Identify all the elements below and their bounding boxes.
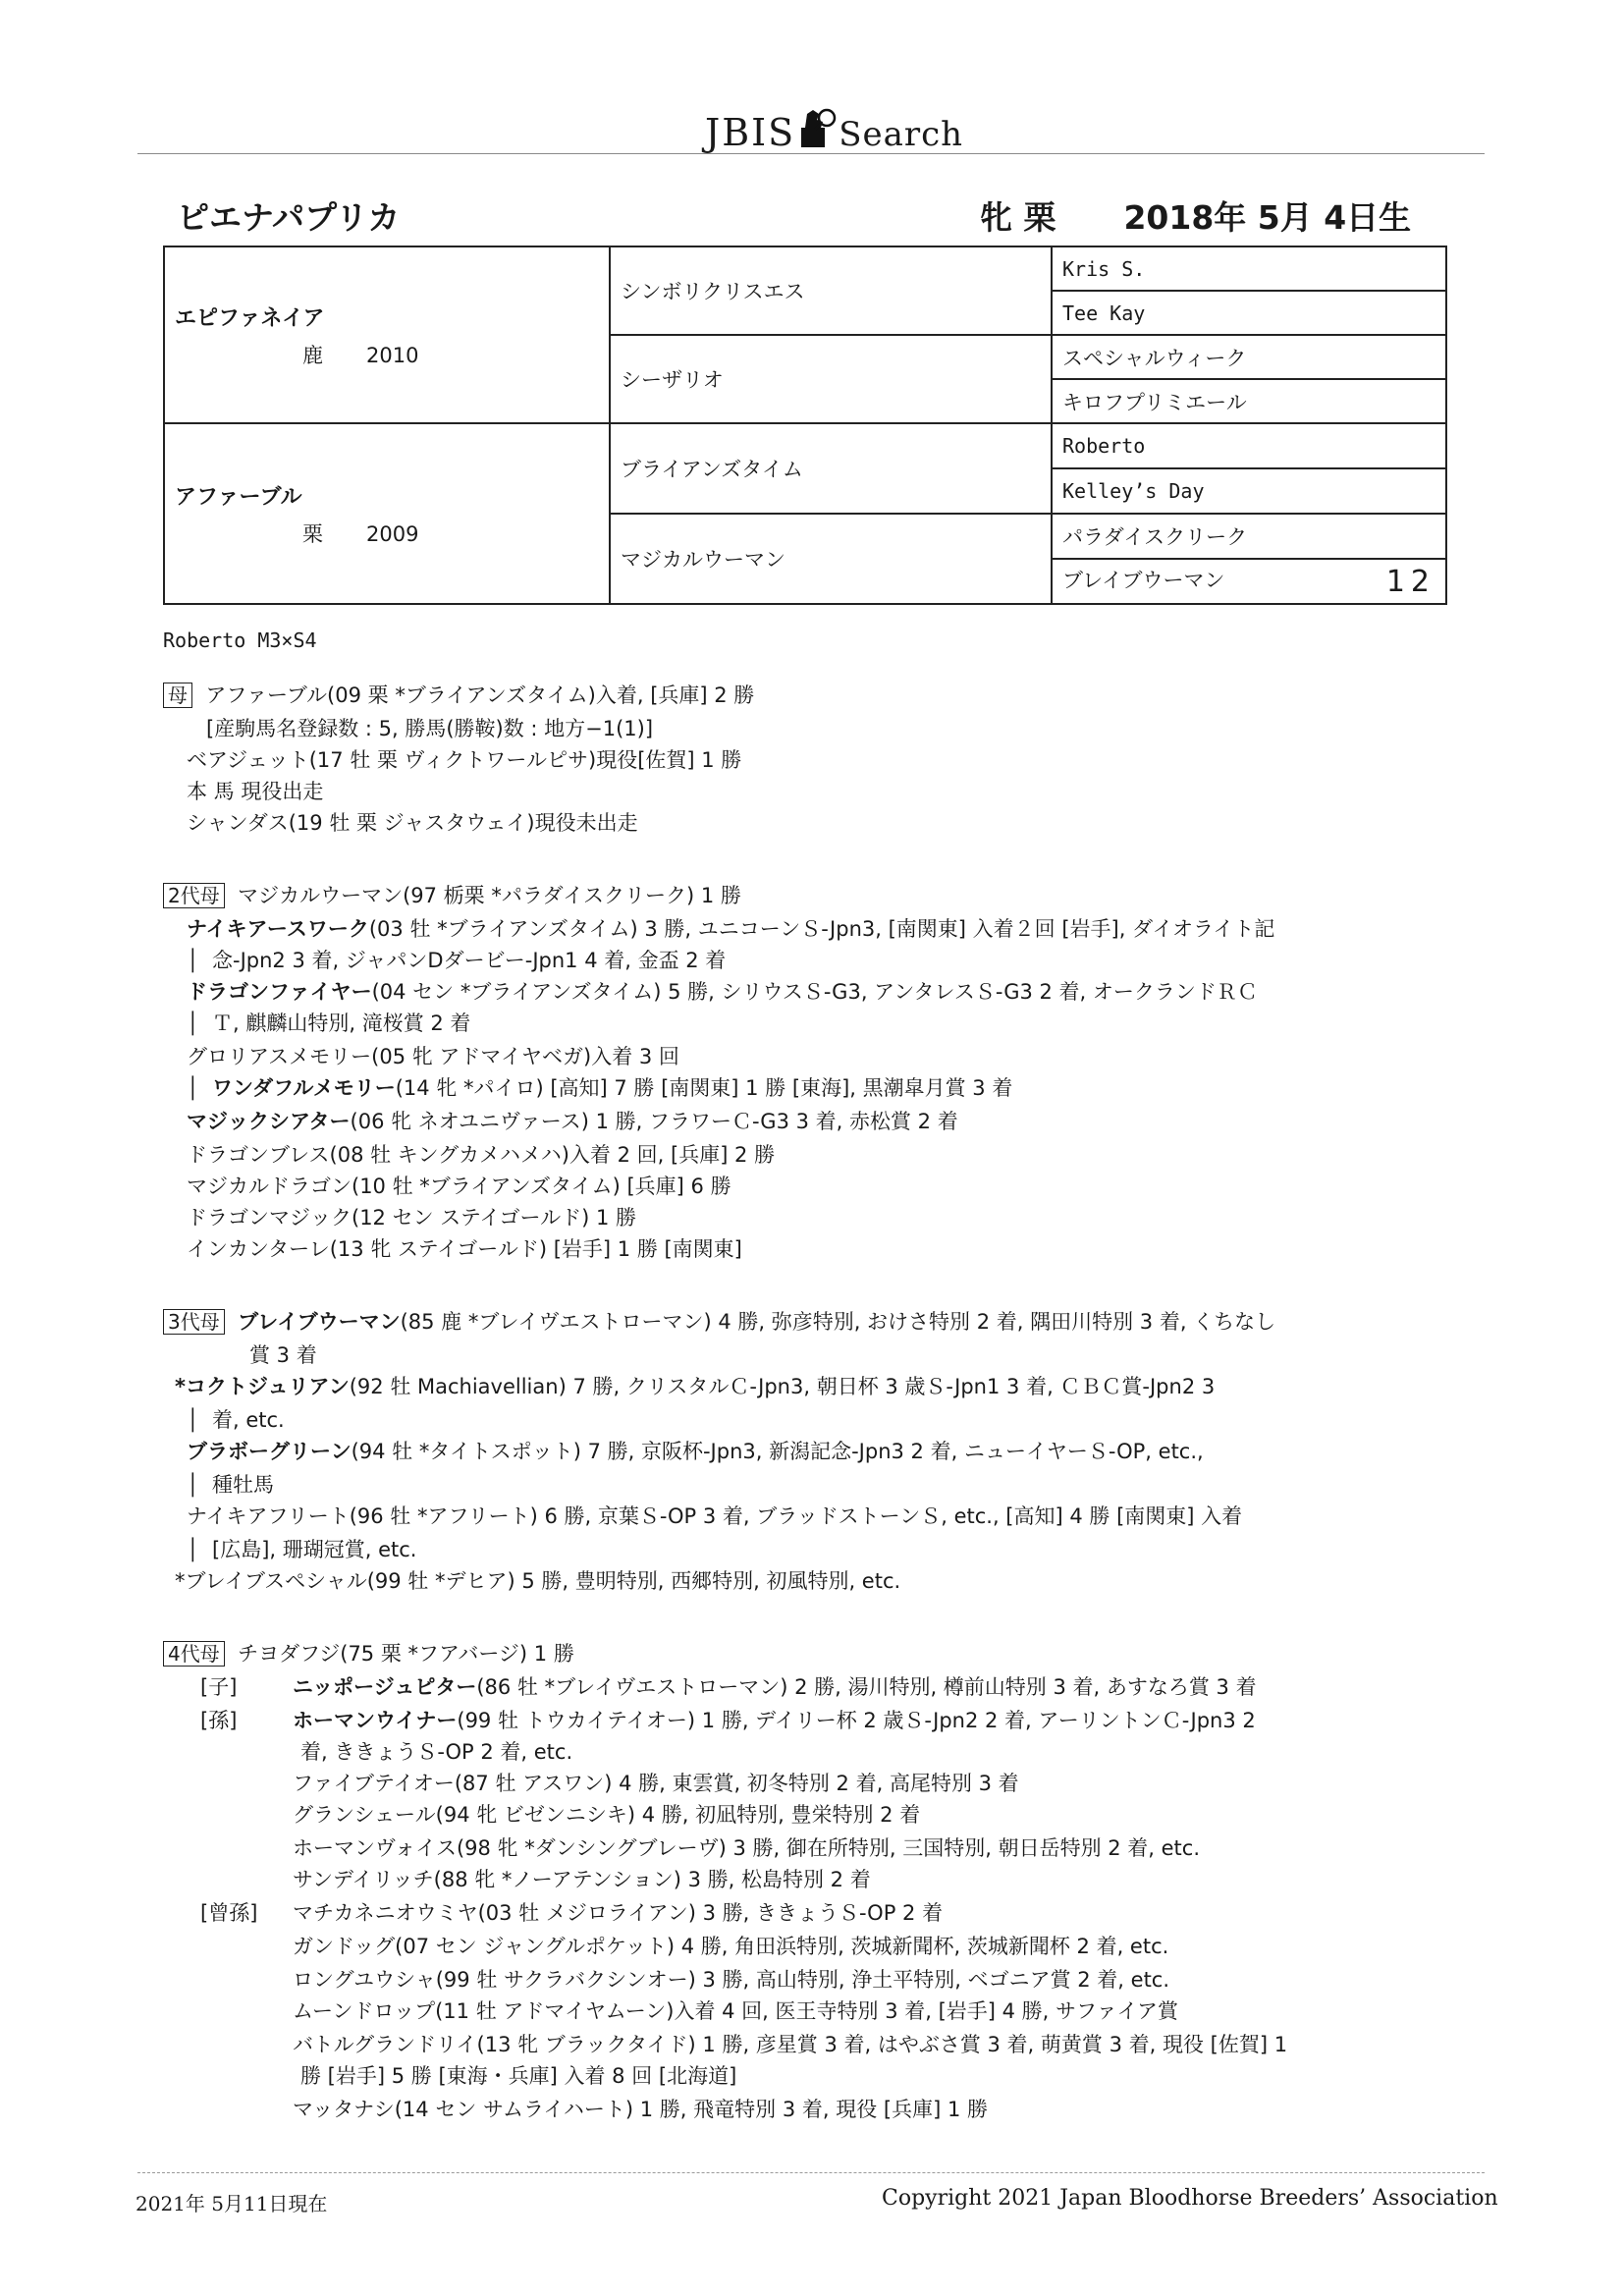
section-label: 2代母 [163, 883, 225, 908]
dam-color: 栗 [302, 521, 323, 546]
sire-name: エピファネイア [175, 305, 325, 331]
g2-line: ナイキアースワーク(03 牡 *ブライアンズタイム) 3 勝, ユニコーンＳ-Jpn3, [南関東] 入着２回 [岩手], ダイオライト記 [187, 917, 1275, 941]
g4-line: ムーンドロップ(11 牡 アドマイヤムーン)入着 4 回, 医王寺特別 3 着, [岩手] 4 勝, サファイア賞 [293, 1999, 1178, 2023]
g2-line: グロリアスメモリー(05 牝 アドマイヤベガ)入着 3 回 [187, 1045, 679, 1068]
gen3-cell: キロフプリミエール [1052, 379, 1446, 423]
g4-line: ガンドッグ(07 セン ジャングルポケット) 4 勝, 角田浜特別, 茨城新聞杯, 茨城新聞杯 2 着, etc. [293, 1935, 1169, 1958]
section-label: 4代母 [163, 1641, 225, 1667]
g2-line: ドラゴンマジック(12 セン ステイゴールド) 1 勝 [187, 1206, 637, 1230]
dam-cell [164, 423, 610, 604]
pedigree-table [163, 246, 1447, 605]
g4-line: サンデイリッチ(88 牝 *ノーアテンション) 3 勝, 松島特別 2 着 [293, 1868, 871, 1891]
dam-name: アファーブル [175, 484, 302, 510]
g4-line: 勝 [岩手] 5 勝 [東海・兵庫] 入着 8 回 [北海道] [300, 2064, 737, 2088]
footer-copyright: Copyright 2021 Japan Bloodhorse Breeders’ Association [882, 2186, 1498, 2211]
g3-line: │ 着, etc. [187, 1408, 285, 1432]
g2-line: ドラゴンファイヤー(04 セン *ブライアンズタイム) 5 勝, シリウスＳ-G3, アンタレスＳ-G3 2 着, オークランドＲＣ [187, 980, 1258, 1004]
dam-line: [産駒馬名登録数 : 5, 勝馬(勝鞍)数 : 地方−1(1)] [206, 717, 654, 740]
g2-line: 2代母 マジカルウーマン(97 栃栗 *パラダイスクリーク) 1 勝 [163, 880, 741, 909]
gen3-cell: Roberto [1052, 423, 1446, 468]
jbis-search-logo [705, 102, 963, 154]
g4-line: グランシェール(94 牝 ビゼンニシキ) 4 勝, 初凪特別, 豊栄特別 2 着 [293, 1803, 921, 1827]
g4-tag: [子] [200, 1675, 238, 1699]
footer-rule [137, 2172, 1485, 2173]
dam-line: ベアジェット(17 牡 栗 ヴィクトワールピサ)現役[佐賀] 1 勝 [187, 748, 742, 772]
g4-line: 着, ききょうＳ-OP 2 着, etc. [300, 1740, 573, 1764]
sire-year: 2010 [366, 343, 419, 367]
g4-line: マチカネニオウミヤ(03 牡 メジロライアン) 3 勝, ききょうＳ-OP 2 着 [293, 1901, 944, 1925]
g4-line: ファイブテイオー(87 牡 アスワン) 4 勝, 東雲賞, 初冬特別 2 着, 高尾特別 3 着 [293, 1772, 1019, 1795]
gen3-cell [1052, 559, 1446, 604]
horse-meta [980, 192, 1411, 239]
horse-birth: 2018年 5月 4日生 [1123, 198, 1412, 237]
gen3-cell: スペシャルウィーク [1052, 335, 1446, 379]
g4-line: バトルグランドリイ(13 牝 ブラックタイド) 1 勝, 彦星賞 3 着, はやぶさ賞 3 着, 萌黄賞 3 着, 現役 [佐賀] 1 [293, 2033, 1288, 2056]
g3-line: │ 種牡馬 [187, 1473, 274, 1497]
gen3-cell: パラダイスクリーク [1052, 514, 1446, 559]
horse-sex-color: 牝 栗 [980, 198, 1056, 237]
g3-line: ナイキアフリート(96 牡 *アフリート) 6 勝, 京葉Ｓ-OP 3 着, ブラッドストーンＳ, etc., [高知] 4 勝 [南関東] 入着 [187, 1504, 1243, 1528]
gen2-cell: ブライアンズタイム [610, 423, 1052, 514]
g2-line: ドラゴンブレス(08 牡 キングカメハメハ)入着 2 回, [兵庫] 2 勝 [187, 1143, 776, 1167]
g3-line: ブラボーグリーン(94 牡 *タイトスポット) 7 勝, 京阪杯-Jpn3, 新潟記念-Jpn3 2 着, ニューイヤーＳ-OP, etc., [187, 1440, 1204, 1463]
g3-line: *コクトジュリアン(92 牡 Machiavellian) 7 勝, クリスタルＣ-Jpn3, 朝日杯 3 歳Ｓ-Jpn1 3 着, ＣＢＣ賞-Jpn2 3 [175, 1375, 1216, 1398]
g4-line: ホーマンウイナー(99 牡 トウカイテイオー) 1 勝, デイリー杯 2 歳Ｓ-Jpn2 2 着, アーリントンＣ-Jpn3 2 [293, 1709, 1256, 1732]
dam-line: シャンダス(19 牡 栗 ジャスタウェイ)現役未出走 [187, 811, 638, 835]
g4-line: ニッポージュピター(86 牡 *ブレイヴエストローマン) 2 勝, 湯川特別, 樽前山特別 3 着, あすなろ賞 3 着 [293, 1675, 1257, 1699]
gen3-name: ブレイブウーマン [1062, 568, 1225, 592]
g2-line: │ Ｔ, 麒麟山特別, 滝桜賞 2 着 [187, 1011, 471, 1035]
horse-magnifier-icon [797, 106, 837, 149]
dam-line: 母 アファーブル(09 栗 *ブライアンズタイム)入着, [兵庫] 2 勝 [163, 680, 754, 709]
dam-line: 本 馬 現役出走 [187, 780, 324, 803]
dam-year: 2009 [366, 521, 419, 546]
section-label: 3代母 [163, 1309, 225, 1335]
g4-tag: [孫] [200, 1709, 238, 1732]
sire-color: 鹿 [302, 343, 323, 367]
g2-line: │ ワンダフルメモリー(14 牝 *パイロ) [高知] 7 勝 [南関東] 1 勝 [東海], 黒潮皐月賞 3 着 [187, 1076, 1013, 1100]
g3-line: *ブレイブスペシャル(99 牡 *デヒア) 5 勝, 豊明特別, 西郷特別, 初風特別, etc. [175, 1569, 901, 1593]
g3-line: │ [広島], 珊瑚冠賞, etc. [187, 1538, 417, 1561]
gen2-cell: マジカルウーマン [610, 514, 1052, 604]
g4-tag: [曾孫] [200, 1901, 258, 1925]
g3-line: 3代母 ブレイブウーマン(85 鹿 *ブレイヴエストローマン) 4 勝, 弥彦特別, おけさ特別 2 着, 隅田川特別 3 着, くちなし [163, 1306, 1275, 1336]
horse-name: ピエナパプリカ [177, 198, 401, 237]
gen3-cell: Kelley’s Day [1052, 468, 1446, 514]
inbreeding-note: Roberto M3×S4 [163, 629, 317, 652]
g2-line: マジカルドラゴン(10 牡 *ブライアンズタイム) [兵庫] 6 勝 [187, 1175, 731, 1198]
gen3-cell: Tee Kay [1052, 291, 1446, 335]
gen2-cell: シーザリオ [610, 335, 1052, 423]
g4-line: マッタナシ(14 セン サムライハート) 1 勝, 飛竜特別 3 着, 現役 [兵庫] 1 勝 [293, 2098, 988, 2121]
section-label: 母 [163, 683, 192, 708]
header-rule [137, 153, 1485, 154]
g4-line: ロングユウシャ(99 牡 サクラバクシンオー) 3 勝, 高山特別, 浄土平特別, ベゴニア賞 2 着, etc. [293, 1968, 1170, 1992]
gen3-cell: Kris S. [1052, 246, 1446, 291]
gen2-cell: シンボリクリスエス [610, 246, 1052, 335]
g2-line: インカンターレ(13 牝 ステイゴールド) [岩手] 1 勝 [南関東] [187, 1237, 742, 1261]
g3-line: 賞 3 着 [249, 1343, 317, 1367]
sire-cell [164, 246, 610, 423]
logo-search: Search [839, 115, 964, 154]
g2-line: マジックシアター(06 牝 ネオユニヴァース) 1 勝, フラワーＣ-G3 3 着, 赤松賞 2 着 [187, 1110, 958, 1133]
footer-date: 2021年 5月11日現在 [135, 2192, 328, 2215]
g4-line: ホーマンヴォイス(98 牝 *ダンシングブレーヴ) 3 勝, 御在所特別, 三国特別, 朝日岳特別 2 着, etc. [293, 1836, 1201, 1860]
logo-brand: JBIS [705, 111, 796, 154]
g4-line: 4代母 チヨダフジ(75 栗 *フアバージ) 1 勝 [163, 1638, 574, 1667]
family-number: 12 [1385, 564, 1435, 599]
g2-line: │ 念-Jpn2 3 着, ジャパンDダービー-Jpn1 4 着, 金盃 2 着 [187, 949, 727, 972]
